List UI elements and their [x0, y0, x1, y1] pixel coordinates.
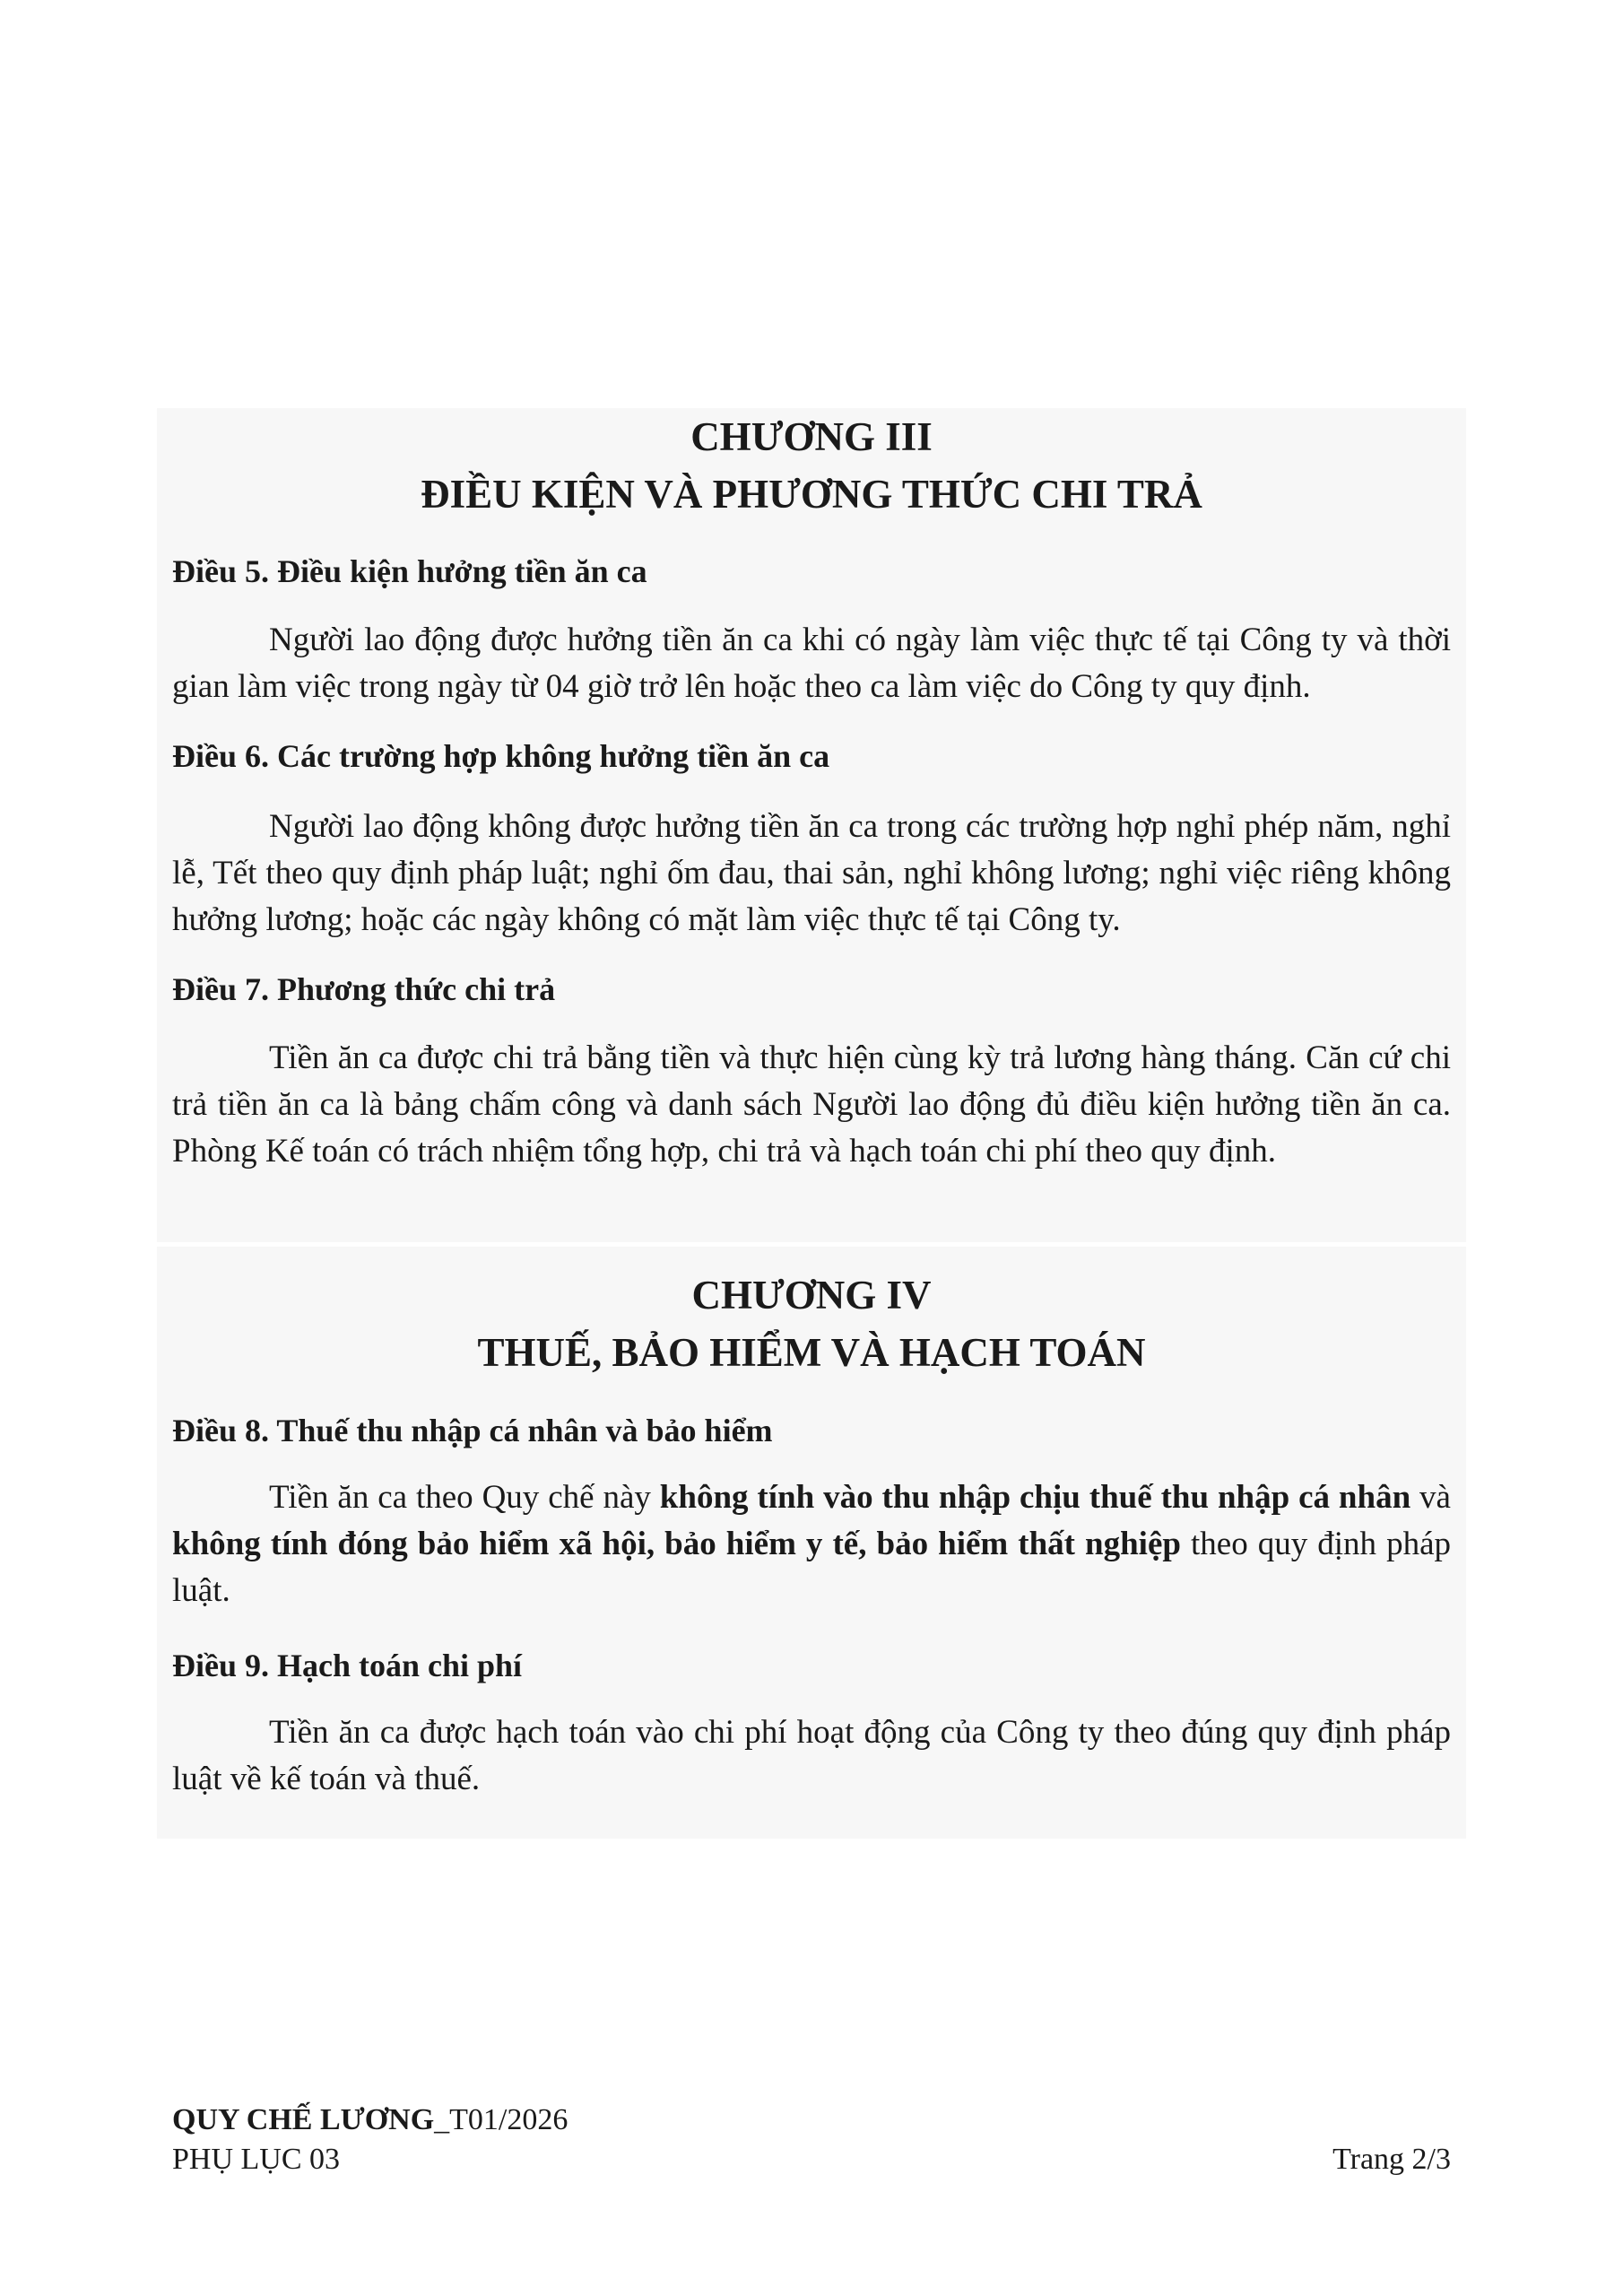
footer-doc-code-main: QUY CHẾ LƯƠNG [172, 2103, 435, 2136]
article-8-text-3: theo quy định pháp luật. [172, 1526, 1452, 1609]
page-footer [172, 2100, 1451, 2179]
article-8-body [172, 1474, 1451, 1614]
article-8-text-1: Tiền ăn ca theo Quy chế này [269, 1479, 660, 1516]
article-8-heading: Điều 8. Thuế thu nhập cá nhân và bảo hiểm [172, 1413, 773, 1448]
chapter-3-title: ĐIỀU KIỆN VÀ PHƯƠNG THỨC CHI TRẢ [421, 472, 1202, 517]
chapter-3-heading [172, 408, 1451, 523]
chapter-4-heading [172, 1266, 1451, 1381]
article-8-bold-2: không tính đóng bảo hiểm xã hội, bảo hiểm y tế, bảo hiểm thất nghiệp [172, 1526, 1181, 1562]
document-body [172, 0, 1451, 2296]
article-9-body: Tiền ăn ca được hạch toán vào chi phí hoạt động của Công ty theo đúng quy định pháp luật về kế toán và thuế. [172, 1714, 1451, 1797]
article-5-heading: Điều 5. Điều kiện hưởng tiền ăn ca [172, 553, 647, 589]
footer-doc-code-suffix: _T01/2026 [434, 2103, 568, 2136]
chapter-4-number: CHƯƠNG IV [691, 1273, 932, 1318]
footer-doc-code [172, 2100, 1451, 2140]
article-8-text-2: và [1410, 1479, 1451, 1516]
article-7-heading: Điều 7. Phương thức chi trả [172, 971, 556, 1007]
chapter-3-number: CHƯƠNG III [690, 414, 933, 459]
article-6-heading: Điều 6. Các trường hợp không hưởng tiền ăn ca [172, 738, 830, 774]
article-8-bold-1: không tính vào thu nhập chịu thuế thu nhập cá nhân [659, 1479, 1411, 1516]
article-9-heading: Điều 9. Hạch toán chi phí [172, 1648, 523, 1683]
article-7-body: Tiền ăn ca được chi trả bằng tiền và thực hiện cùng kỳ trả lương hàng tháng. Căn cứ chi trả tiền ăn ca là bảng chấm công và danh sách Người lao động đủ điều kiện hưởng tiền ăn ca. Phòng Kế toán có trách nhiệm tổng hợp, chi trả và hạch toán chi phí theo quy định. [172, 1039, 1451, 1170]
footer-appendix: PHỤ LỤC 03 [172, 2143, 341, 2176]
article-6-body: Người lao động không được hưởng tiền ăn ca trong các trường hợp nghỉ phép năm, nghỉ lễ, Tết theo quy định pháp luật; nghỉ ốm đau, thai sản, nghỉ không lương; nghỉ việc riêng không hưởng lương; hoặc các ngày không có mặt làm việc thực tế tại Công ty. [172, 808, 1451, 938]
article-5-body: Người lao động được hưởng tiền ăn ca khi có ngày làm việc thực tế tại Công ty và thời gian làm việc trong ngày từ 04 giờ trở lên hoặc theo ca làm việc do Công ty quy định. [172, 622, 1451, 705]
footer-page-number: Trang 2/3 [1332, 2143, 1451, 2176]
chapter-4-title: THUẾ, BẢO HIỂM VÀ HẠCH TOÁN [477, 1330, 1146, 1375]
